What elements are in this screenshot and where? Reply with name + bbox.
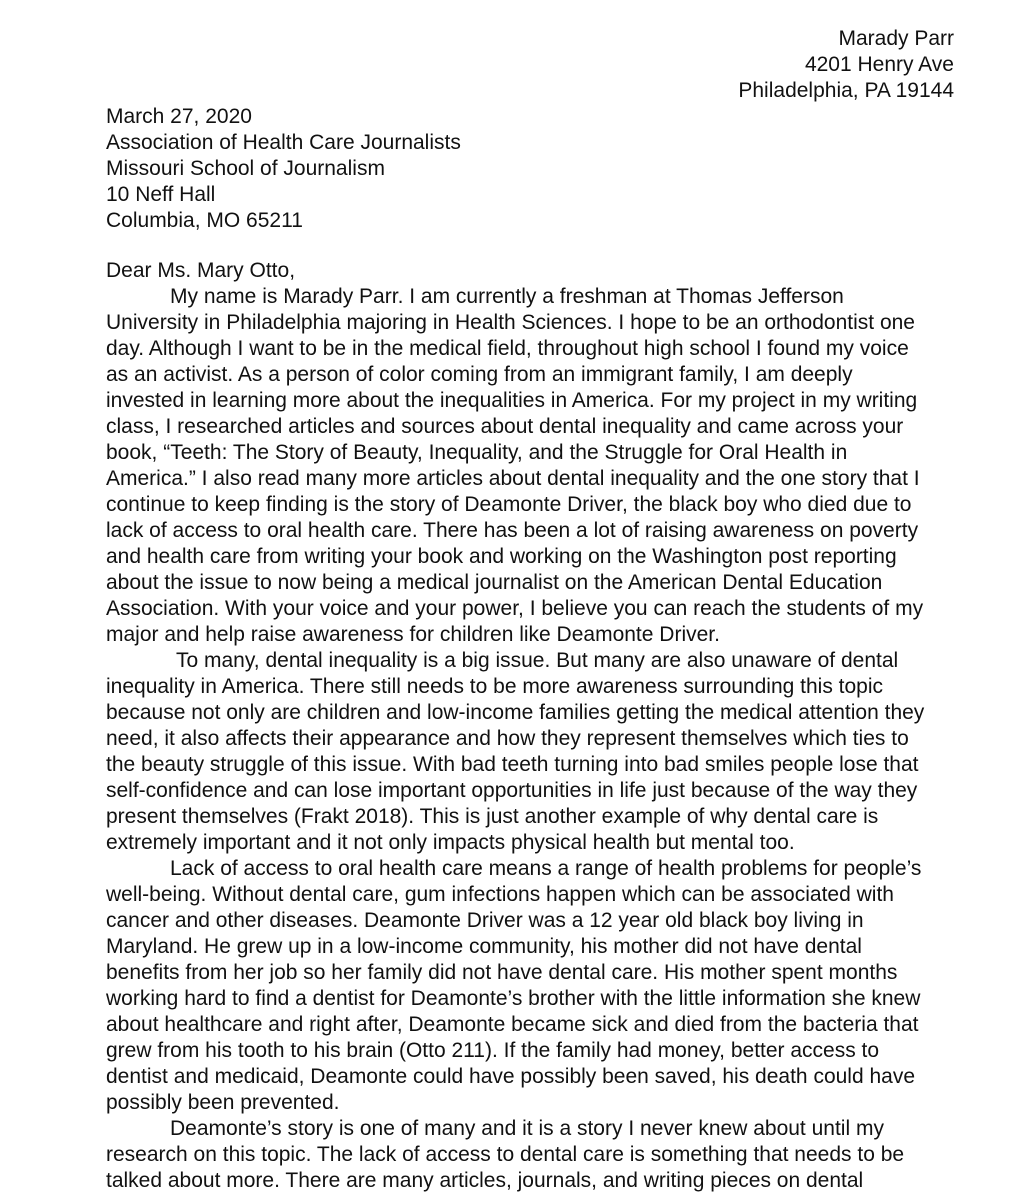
paragraph-line: self-confidence and can lose important opportunities in life just because of the way they (106, 779, 918, 802)
letter-date: March 27, 2020 (106, 105, 252, 128)
paragraph-line: because not only are children and low-income families getting the medical attention they (106, 701, 925, 724)
paragraph-line: cancer and other diseases. Deamonte Driver was a 12 year old black boy living in (106, 909, 864, 932)
salutation: Dear Ms. Mary Otto, (106, 259, 296, 282)
body-paragraph (106, 284, 956, 648)
paragraph-line: possibly been prevented. (106, 1091, 340, 1114)
paragraph-line: continue to keep finding is the story of Deamonte Driver, the black boy who died due to (106, 493, 912, 516)
recipient-block (106, 104, 461, 234)
paragraph-line: invested in learning more about the inequalities in America. For my project in my writing (106, 389, 918, 412)
body-paragraph (106, 1116, 956, 1194)
paragraph-line: America.” I also read many more articles about dental inequality and the one story that I (106, 467, 920, 490)
recipient-street: 10 Neff Hall (106, 183, 216, 206)
paragraph-line: grew from his tooth to his brain (Otto 211). If the family had money, better access to (106, 1039, 880, 1062)
body-paragraph (106, 856, 956, 1116)
sender-name: Marady Parr (838, 27, 954, 50)
sender-city: Philadelphia, PA 19144 (738, 79, 954, 102)
recipient-organization: Association of Health Care Journalists (106, 131, 461, 154)
paragraph-line: as an activist. As a person of color coming from an immigrant family, I am deeply (106, 363, 853, 386)
paragraph-line: My name is Marady Parr. I am currently a freshman at Thomas Jefferson (170, 285, 844, 308)
paragraph-line: extremely important and it not only impacts physical health but mental too. (106, 831, 795, 854)
paragraph-line: book, “Teeth: The Story of Beauty, Inequality, and the Struggle for Oral Health in (106, 441, 848, 464)
paragraph-line: working hard to find a dentist for Deamonte’s brother with the little information she knew (106, 987, 921, 1010)
sender-address (738, 26, 954, 104)
paragraph-line: about the issue to now being a medical journalist on the American Dental Education (106, 571, 883, 594)
paragraph-line: the beauty struggle of this issue. With bad teeth turning into bad smiles people lose that (106, 753, 919, 776)
paragraph-line: dentist and medicaid, Deamonte could have possibly been saved, his death could have (106, 1065, 916, 1088)
paragraph-line: Association. With your voice and your power, I believe you can reach the students of my (106, 597, 924, 620)
paragraph-line: research on this topic. The lack of access to dental care is something that needs to be (106, 1143, 905, 1166)
paragraph-line: well-being. Without dental care, gum infections happen which can be associated with (106, 883, 894, 906)
body-paragraphs (106, 284, 956, 1194)
paragraph-line: lack of access to oral health care. There has been a lot of raising awareness on poverty (106, 519, 919, 542)
paragraph-line: class, I researched articles and sources about dental inequality and came across your (106, 415, 904, 438)
paragraph-line: talked about more. There are many articles, journals, and writing pieces on dental (106, 1169, 864, 1192)
paragraph-line: day. Although I want to be in the medical field, throughout high school I found my voice (106, 337, 909, 360)
recipient-city: Columbia, MO 65211 (106, 209, 303, 232)
paragraph-line: Deamonte’s story is one of many and it is a story I never knew about until my (170, 1117, 884, 1140)
paragraph-line: present themselves (Frakt 2018). This is just another example of why dental care is (106, 805, 879, 828)
paragraph-line: need, it also affects their appearance and how they represent themselves which ties to (106, 727, 909, 750)
paragraph-line: about healthcare and right after, Deamonte became sick and died from the bacteria that (106, 1013, 919, 1036)
paragraph-line: major and help raise awareness for children like Deamonte Driver. (106, 623, 720, 646)
paragraph-line: Lack of access to oral health care means a range of health problems for people’s (170, 857, 922, 880)
paragraph-line: To many, dental inequality is a big issue. But many are also unaware of dental (176, 649, 899, 672)
body-paragraph (106, 648, 956, 856)
paragraph-line: inequality in America. There still needs to be more awareness surrounding this topic (106, 675, 884, 698)
paragraph-line: and health care from writing your book and working on the Washington post reporting (106, 545, 897, 568)
paragraph-line: benefits from her job so her family did not have dental care. His mother spent months (106, 961, 898, 984)
recipient-school: Missouri School of Journalism (106, 157, 385, 180)
paragraph-line: Maryland. He grew up in a low-income community, his mother did not have dental (106, 935, 862, 958)
paragraph-line: University in Philadelphia majoring in Health Sciences. I hope to be an orthodontist one (106, 311, 915, 334)
letter-body (106, 258, 956, 1194)
sender-street: 4201 Henry Ave (804, 53, 954, 76)
